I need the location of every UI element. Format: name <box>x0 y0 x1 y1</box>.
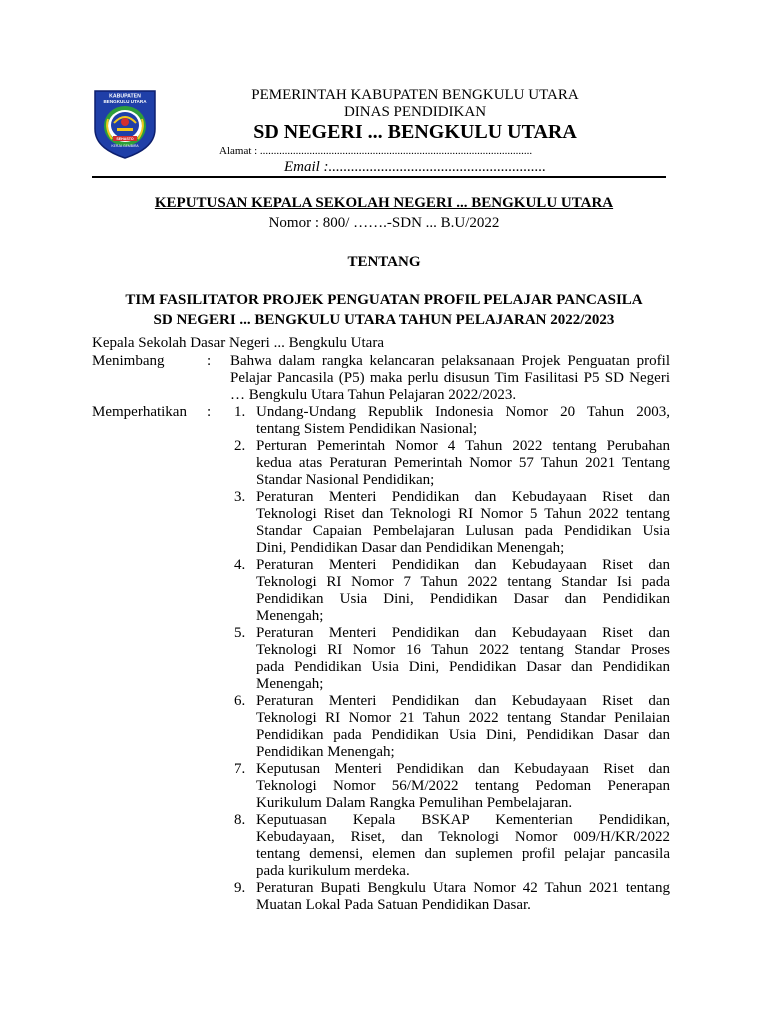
list-item-line: tentang demensi, elemen dan suplemen profil pelajar pancasila <box>256 846 670 862</box>
menimbang-line: Pelajar Pancasila (P5) maka perlu disusun Tim Fasilitasi P5 SD Negeri <box>230 370 670 386</box>
header-divider <box>92 176 666 178</box>
list-item-line: Teknologi RI Nomor 16 Tahun 2022 tentang Standar Proses <box>256 642 670 658</box>
menimbang-line: … Bengkulu Utara Tahun Pelajaran 2022/2023. <box>230 387 517 403</box>
list-item-line: Menengah; <box>256 676 324 692</box>
list-item-line: Teknologi Nomor 56/M/2022 tentang Pedoman Penerapan <box>256 778 670 794</box>
list-item-line: Pendidikan pada Pendidikan Usia Dini, Pendidikan Dasar dan <box>256 727 670 743</box>
list-item <box>230 404 670 438</box>
list-item-number: 5. <box>234 625 246 641</box>
about-heading: TENTANG <box>347 254 421 270</box>
list-item-line: Pendidikan Usia Dini, Pendidikan Dasar dan Pendidikan <box>256 591 670 607</box>
list-item-number: 3. <box>234 489 246 505</box>
memperhatikan-colon: : <box>207 404 212 420</box>
list-item-line: Peraturan Bupati Bengkulu Utara Nomor 42 Tahun 2021 tentang <box>256 880 670 896</box>
list-item-line: pada kurikulum merdeka. <box>256 863 410 879</box>
regency-logo <box>92 89 158 159</box>
list-item-line: Menengah; <box>256 608 324 624</box>
list-item-line: Peraturan Menteri Pendidikan dan Kebudayaan Riset dan <box>256 625 670 641</box>
memperhatikan-label: Memperhatikan <box>92 404 187 420</box>
list-item-line: Dini, Pendidikan Dasar dan Pendidikan Menengah; <box>256 540 565 556</box>
list-item-line: Undang-Undang Republik Indonesia Nomor 20 Tahun 2003, <box>256 404 670 420</box>
list-item-line: Peraturan Menteri Pendidikan dan Kebudayaan Riset dan <box>256 693 670 709</box>
subject-line-1: TIM FASILITATOR PROJEK PENGUATAN PROFIL PELAJAR PANCASILA <box>125 292 643 308</box>
list-item-number: 6. <box>234 693 246 709</box>
list-item <box>230 812 670 880</box>
list-item <box>230 557 670 625</box>
email-line: Email :.......................................................... <box>283 159 547 175</box>
list-item-line: Peraturan Menteri Pendidikan dan Kebudayaan Riset dan <box>256 489 670 505</box>
menimbang-colon: : <box>207 353 212 369</box>
list-item-number: 4. <box>234 557 246 573</box>
list-item-line: Perturan Pemerintah Nomor 4 Tahun 2022 tentang Perubahan <box>256 438 670 454</box>
logo-text-bottom: BENGKULU UTARA <box>103 99 147 104</box>
list-item-line: Teknologi Riset dan Teknologi RI Nomor 5 Tahun 2022 tentang <box>256 506 670 522</box>
list-item-line: Kurikulum Dalam Rangka Pemulihan Pembelajaran. <box>256 795 573 811</box>
list-item-line: Standar Nasional Pendidikan; <box>256 472 435 488</box>
list-item-line: Peraturan Menteri Pendidikan dan Kebudayaan Riset dan <box>256 557 670 573</box>
list-item-line: Muatan Lokal Pada Satuan Pendidikan Dasar. <box>256 897 531 913</box>
list-item-line: Kebudayaan, Riset, dan Teknologi Nomor 009/H/KR/2022 <box>256 829 670 845</box>
school-name: SD NEGERI ... BENGKULU UTARA <box>253 121 577 143</box>
list-item-line: Teknologi RI Nomor 21 Tahun 2022 tentang Standar Penilaian <box>256 710 670 726</box>
list-item-line: Teknologi RI Nomor 7 Tahun 2022 tentang Standar Isi pada <box>256 574 670 590</box>
menimbang-text <box>230 353 670 404</box>
list-item <box>230 761 670 812</box>
list-item <box>230 693 670 761</box>
decree-title <box>92 195 676 212</box>
agency-name: DINAS PENDIDIKAN <box>343 104 487 120</box>
list-item-line: Standar Capaian Pembelajaran Lulusan pada Pendidikan Usia <box>256 523 670 539</box>
list-item-number: 1. <box>234 404 246 420</box>
list-item-line: Keputuasan Kepala BSKAP Kementerian Pendidikan, <box>256 812 670 828</box>
address-line: Alamat : ................................................................................................... <box>219 145 533 157</box>
list-item-number: 9. <box>234 880 246 896</box>
list-item <box>230 880 670 914</box>
menimbang-label: Menimbang <box>92 353 165 369</box>
list-item <box>230 625 670 693</box>
list-item <box>230 438 670 489</box>
list-item-line: Pendidikan Menengah; <box>256 744 395 760</box>
subject-line-2: SD NEGERI ... BENGKULU UTARA TAHUN PELAJARAN 2022/2023 <box>153 312 615 328</box>
logo-arc-text: KERJA GEMBIRA <box>111 144 139 148</box>
list-item-number: 8. <box>234 812 246 828</box>
logo-text-top: KABUPATEN <box>109 93 141 100</box>
list-item-line: pada Pendidikan Usia Dini, Pendidikan Dasar dan Pendidikan <box>256 659 670 675</box>
decree-title-text: KEPUTUSAN KEPALA SEKOLAH NEGERI ... BENGKULU UTARA <box>154 195 614 211</box>
list-item-line: tentang Sistem Pendidikan Nasional; <box>256 421 478 437</box>
menimbang-line: Bahwa dalam rangka kelancaran pelaksanaan Projek Penguatan profil <box>230 353 670 369</box>
list-item-number: 7. <box>234 761 246 777</box>
government-name: PEMERINTAH KABUPATEN BENGKULU UTARA <box>251 87 579 103</box>
list-item-line: Keputusan Menteri Pendidikan dan Kebudayaan Riset dan <box>256 761 670 777</box>
list-item-number: 2. <box>234 438 246 454</box>
list-item-line: kedua atas Peraturan Pemerintah Nomor 57 Tahun 2021 Tentang <box>256 455 670 471</box>
logo-ribbon-text: SEHASTO <box>116 137 134 141</box>
decree-number: Nomor : 800/ …….-SDN ... B.U/2022 <box>268 215 500 231</box>
considerations-list <box>230 404 670 914</box>
issuer-line: Kepala Sekolah Dasar Negeri ... Bengkulu Utara <box>92 335 384 351</box>
list-item <box>230 489 670 557</box>
